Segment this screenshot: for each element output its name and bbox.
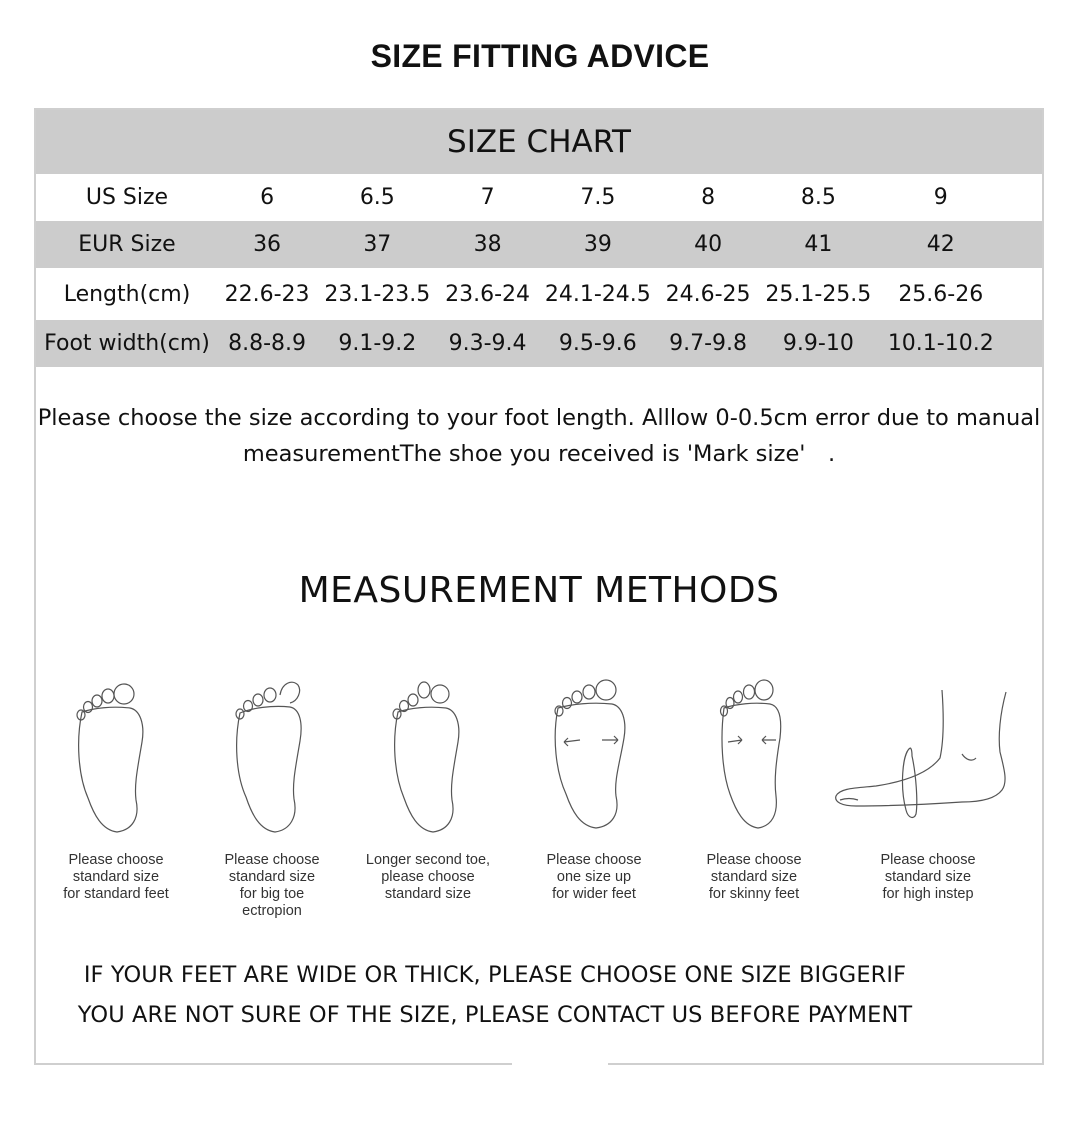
wide-foot-icon xyxy=(550,676,634,836)
size-note xyxy=(36,400,1042,472)
table-cell: 6 xyxy=(260,185,275,210)
size-note-line: measurementThe shoe you received is 'Mark size' . xyxy=(242,441,836,467)
method-caption xyxy=(674,852,834,903)
table-cell: 25.6-26 xyxy=(898,281,984,307)
caption-line: Longer second toe, xyxy=(365,852,491,868)
table-cell: 8.8-8.9 xyxy=(228,331,307,356)
size-advice-panel xyxy=(34,108,1044,1065)
table-cell: 9.5-9.6 xyxy=(558,331,637,356)
table-row-foot-width xyxy=(36,320,1042,367)
method-caption xyxy=(36,852,196,903)
caption-line: standard size xyxy=(884,869,972,885)
caption-line: standard size xyxy=(228,869,316,885)
caption-line: Please choose xyxy=(880,852,976,868)
table-cell: 42 xyxy=(926,232,955,257)
caption-line: standard size xyxy=(384,886,472,902)
table-cell: 36 xyxy=(253,232,282,257)
caption-line: standard size xyxy=(72,869,160,885)
caption-line: for skinny feet xyxy=(708,886,800,902)
caption-line: for wider feet xyxy=(552,886,636,902)
table-cell: 24.1-24.5 xyxy=(544,281,651,307)
caption-line: Please choose xyxy=(546,852,642,868)
table-cell: 38 xyxy=(473,232,502,257)
second-toe-foot-icon xyxy=(388,678,468,840)
table-cell: 9.9-10 xyxy=(782,331,854,356)
table-row-length xyxy=(36,268,1042,320)
table-row-us-size xyxy=(36,174,1042,221)
table-cell: 23.6-24 xyxy=(445,281,531,307)
table-cell: 39 xyxy=(583,232,612,257)
size-note-line: Please choose the size according to your foot length. Alllow 0-0.5cm error due to manual xyxy=(37,405,1041,431)
method-caption xyxy=(192,852,352,920)
high-instep-foot-icon xyxy=(832,688,1012,828)
caption-line: Please choose xyxy=(706,852,802,868)
measurement-methods-heading: MEASUREMENT METHODS xyxy=(298,570,780,611)
skinny-foot-icon xyxy=(714,676,794,836)
caption-line: standard size xyxy=(710,869,798,885)
table-cell: 25.1-25.5 xyxy=(765,281,872,307)
caption-line: ectropion xyxy=(242,903,302,919)
table-cell: 9.1-9.2 xyxy=(338,331,417,356)
table-cell: 9.3-9.4 xyxy=(448,331,527,356)
page-title: SIZE FITTING ADVICE xyxy=(370,38,710,74)
row-label: Foot width(cm) xyxy=(44,331,210,356)
standard-foot-icon xyxy=(72,680,152,840)
caption-line: for big toe xyxy=(239,886,305,902)
table-cell: 37 xyxy=(363,232,392,257)
caption-line: for high instep xyxy=(882,886,974,902)
table-cell: 41 xyxy=(804,232,833,257)
table-cell: 40 xyxy=(694,232,723,257)
caption-line: one size up xyxy=(556,869,632,885)
frame-gap xyxy=(512,1063,608,1065)
method-caption xyxy=(348,852,508,903)
size-chart-heading: SIZE CHART xyxy=(36,110,1042,174)
row-label: US Size xyxy=(85,185,169,210)
method-caption xyxy=(514,852,674,903)
footer-advice-line: YOU ARE NOT SURE OF THE SIZE, PLEASE CONTACT US BEFORE PAYMENT xyxy=(77,1002,913,1028)
table-cell: 24.6-25 xyxy=(665,281,751,307)
caption-line: Please choose xyxy=(224,852,320,868)
method-caption xyxy=(848,852,1008,903)
row-label: Length(cm) xyxy=(63,281,191,307)
table-cell: 7.5 xyxy=(580,185,616,210)
footer-advice-line: IF YOUR FEET ARE WIDE OR THICK, PLEASE CHOOSE ONE SIZE BIGGERIF xyxy=(83,962,907,988)
table-cell: 8 xyxy=(701,185,716,210)
table-cell: 7 xyxy=(480,185,495,210)
table-cell: 9 xyxy=(933,185,948,210)
caption-line: please choose xyxy=(381,869,475,885)
table-cell: 23.1-23.5 xyxy=(324,281,431,307)
table-cell: 22.6-23 xyxy=(224,281,310,307)
caption-line: Please choose xyxy=(68,852,164,868)
table-cell: 10.1-10.2 xyxy=(887,331,994,356)
table-cell: 8.5 xyxy=(800,185,836,210)
table-cell: 6.5 xyxy=(359,185,395,210)
caption-line: for standard feet xyxy=(63,886,169,902)
table-row-eur-size xyxy=(36,221,1042,268)
row-label: EUR Size xyxy=(78,232,176,257)
big-toe-foot-icon xyxy=(228,675,318,840)
size-chart-table xyxy=(36,174,1042,367)
table-cell: 9.7-9.8 xyxy=(669,331,748,356)
